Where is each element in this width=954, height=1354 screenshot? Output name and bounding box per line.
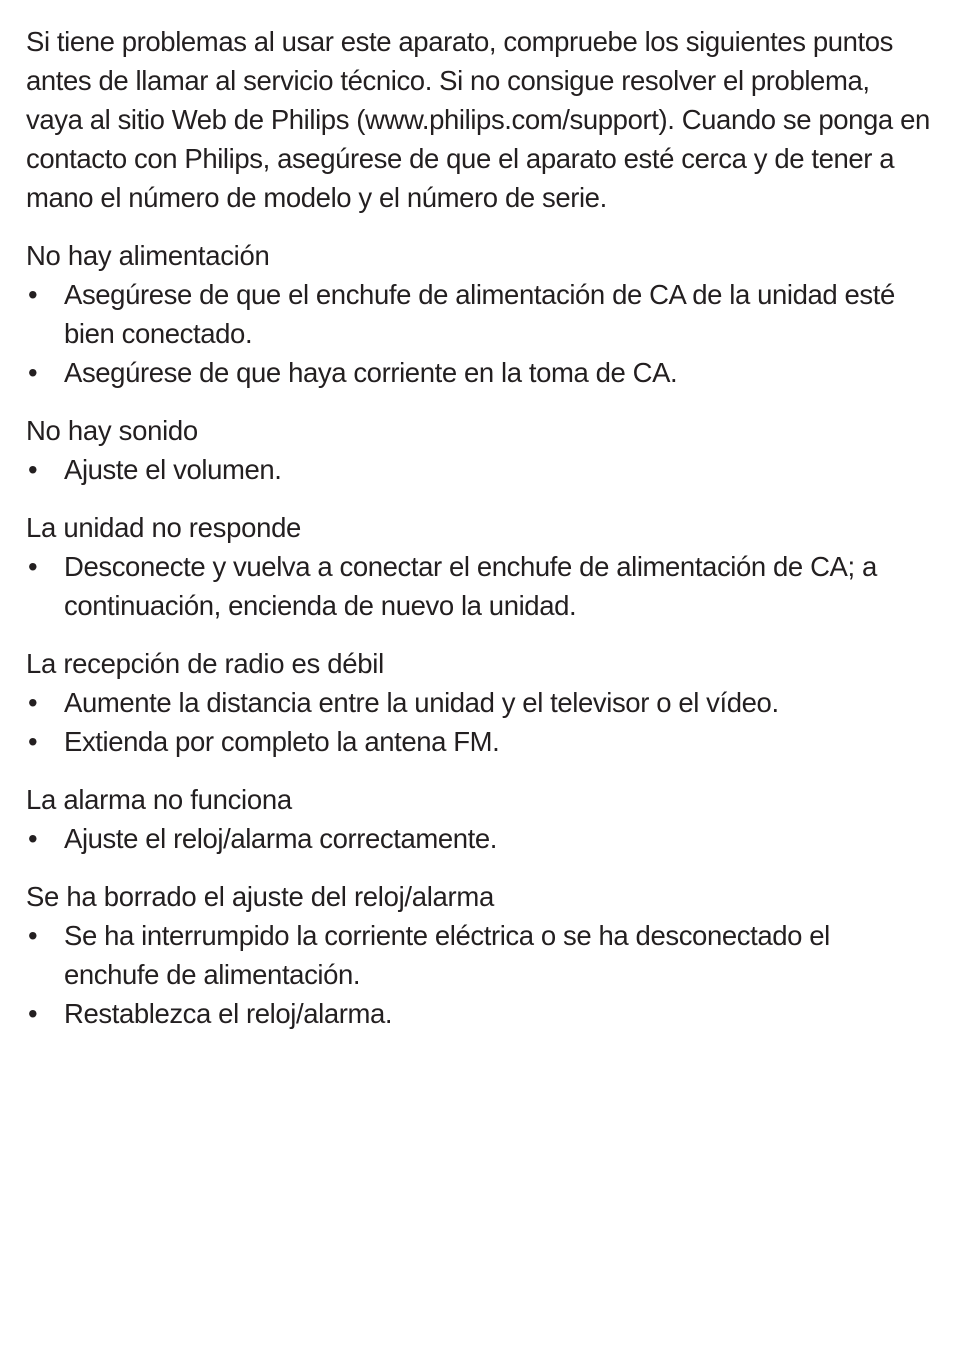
bullet-icon: •: [28, 357, 38, 388]
section-title: Se ha borrado el ajuste del reloj/alarma: [26, 881, 495, 912]
bullet-icon: •: [28, 726, 38, 757]
bullet-list: [26, 819, 932, 858]
section-title: No hay sonido: [26, 415, 198, 446]
bullet-icon: •: [28, 687, 38, 718]
section-title: La unidad no responde: [26, 512, 302, 543]
section-alarm-not-working: [26, 780, 932, 858]
list-item-text: Desconecte y vuelva a conectar el enchufe de alimentación de CA; a continuación, encienda de nuevo la unidad.: [64, 551, 877, 621]
list-item: [26, 353, 932, 392]
list-item-text: Asegúrese de que el enchufe de alimentación de CA de la unidad esté bien conectado.: [64, 279, 895, 349]
list-item-text: Aumente la distancia entre la unidad y el televisor o el vídeo.: [64, 687, 779, 718]
section-title: No hay alimentación: [26, 240, 270, 271]
bullet-icon: •: [28, 998, 38, 1029]
list-item-text: Restablezca el reloj/alarma.: [64, 998, 393, 1029]
list-item: [26, 275, 932, 353]
list-item: [26, 722, 932, 761]
list-item-text: Extienda por completo la antena FM.: [64, 726, 500, 757]
intro-paragraph: Si tiene problemas al usar este aparato, compruebe los siguientes puntos antes de llamar al servicio técnico. Si no consigue resolver el problema, vaya al sitio Web de Philips (www.philips.com/support). Cuando se ponga en contacto con Philips, asegúrese de que el aparato esté cerca y de tener a mano el número de modelo y el número de serie.: [26, 26, 930, 213]
bullet-icon: •: [28, 279, 38, 310]
section-clock-alarm-erased: [26, 877, 932, 1033]
bullet-icon: •: [28, 454, 38, 485]
bullet-icon: •: [28, 920, 38, 951]
section-title: La alarma no funciona: [26, 784, 292, 815]
list-item: [26, 683, 932, 722]
bullet-list: [26, 450, 932, 489]
bullet-list: [26, 916, 932, 1033]
section-title: La recepción de radio es débil: [26, 648, 384, 679]
list-item: [26, 994, 932, 1033]
section-weak-radio: [26, 644, 932, 761]
list-item-text: Se ha interrumpido la corriente eléctrica o se ha desconectado el enchufe de alimentación.: [64, 920, 830, 990]
list-item: [26, 450, 932, 489]
list-item-text: Ajuste el volumen.: [64, 454, 282, 485]
list-item: [26, 547, 932, 625]
bullet-icon: •: [28, 551, 38, 582]
section-no-power: [26, 236, 932, 392]
list-item: [26, 819, 932, 858]
section-unit-not-responding: [26, 508, 932, 625]
bullet-list: [26, 683, 932, 761]
bullet-list: [26, 275, 932, 392]
section-no-sound: [26, 411, 932, 489]
bullet-list: [26, 547, 932, 625]
troubleshooting-page: [26, 22, 932, 1052]
list-item: [26, 916, 932, 994]
bullet-icon: •: [28, 823, 38, 854]
list-item-text: Ajuste el reloj/alarma correctamente.: [64, 823, 498, 854]
list-item-text: Asegúrese de que haya corriente en la toma de CA.: [64, 357, 678, 388]
